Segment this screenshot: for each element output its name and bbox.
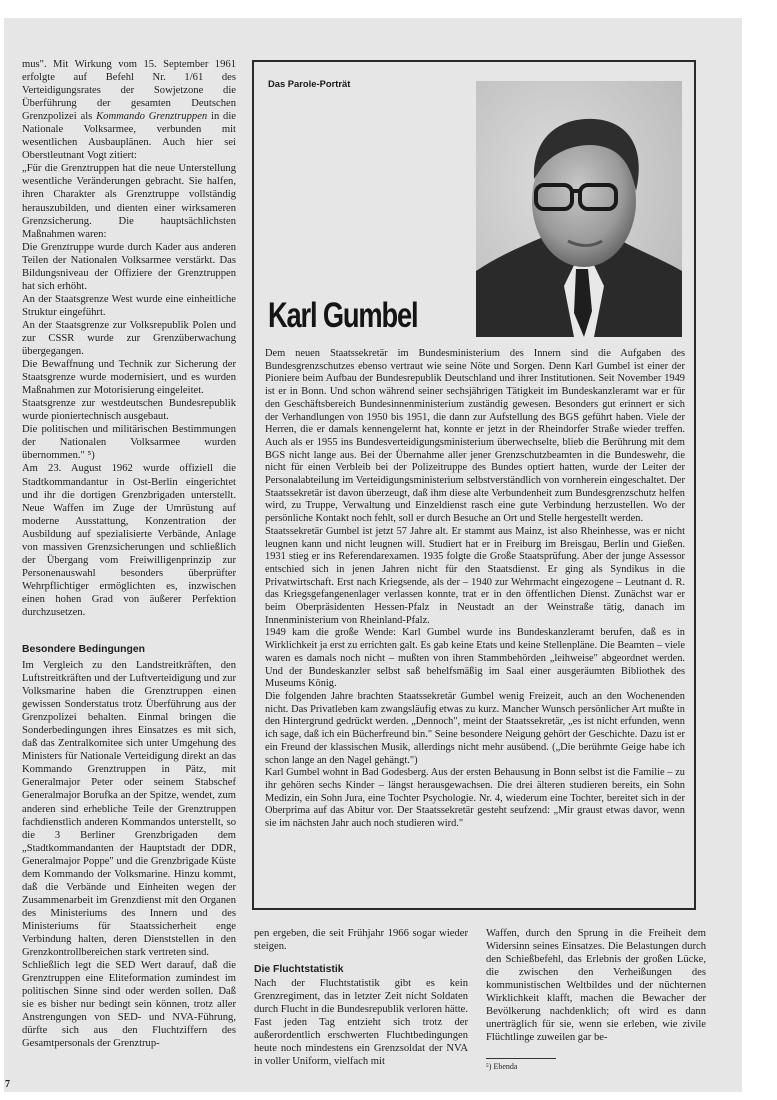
left-paragraph: Die Bewaffnung und Technik zur Sicherung der Staatsgrenze wurde modernisiert, und es wurden Maßnahmen zur Motorisierung eingeleitet. — [22, 359, 236, 397]
section-heading: Die Fluchtstatistik — [254, 964, 344, 976]
left-paragraph: Im Vergleich zu den Landstreitkräften, den Luftstreitkräften und der Luftverteidigung und zur Volksmarine haben die Grenztruppen einen gewissen Sonderstatus trotz Überführung aus der Grenzpolizei behalten. Einmal bringen die Sonderbedingungen ihres Einsatzes es mit sich, daß das Zentralkomitee sich unter Umgehung des Ministers für Nationale Verteidigung direkt an das Kommando Grenztruppen in Pätz, mit Generalmajor Peter oder seinem Stabschef Generalmajor Borufka an der Spitze, wendet, zum anderen sind erhebliche Teile der Grenztruppen fachdienstlich anderen Kommandos unterstellt, so die 3 Berliner Grenzbrigaden dem „Stadtkommandanten der Hauptstadt der DDR, Generalmajor Poppe" und die Grenzbrigade Küste dem Kommando der Volksmarine. Hinzu kommt, daß die Verbände und Einheiten wegen der Zusammenarbeit im Grenzdienst mit den Organen des Ministeriums des Innern und des Ministeriums für Staatssicherheit enge Verbindung halten, deren Dienststellen in den Grenzkontrollbereichen stark vertreten sind. — [22, 660, 236, 959]
portrait-paragraph: Staatssekretär Gumbel ist jetzt 57 Jahre alt. Er stammt aus Mainz, ist also Rheinhesse, was er nicht leugnen kann und nicht leugnen will. Studiert hat er in Freiburg im Breisgau, Berlin und Gießen. 1931 stieg er ins Referendarexamen. 1935 folgte die Große Staatsprüfung. Aber der junge Assessor entschied sich in jenen Jahren nicht für den Staatsdienst. Er ging als Syndikus in die Privatwirtschaft. Erst nach Kriegsende, als der – 1940 zur Wehrmacht eingezogene – Leutnant d. R. das Kriegsgefangenenlager verlassen konnte, trat er in den öffentlichen Dienst. Zunächst war er beim Oberpräsidenten Hessen-Pfalz in Neustadt an der Weinstraße tätig, danach im Innenministerium von Rheinland-Pfalz. — [265, 525, 685, 626]
left-paragraph: An der Staatsgrenze West wurde eine einheitliche Struktur eingeführt. — [22, 293, 236, 318]
left-paragraph: Schließlich legt die SED Wert darauf, daß die Grenztruppen eine Eliteformation zumindest im politischen Sinne sind oder werden sollen. Daß sie es bisher nur bedingt sein können, trotz aller Anstrengungen von SED- und NVA-Führung, dürfte sich aus den Fluchtziffern des Gesamtpersonals der Grenztrup- — [22, 960, 236, 1050]
portrait-photo — [476, 81, 682, 337]
left-column — [22, 58, 236, 1050]
portrait-paragraph: Dem neuen Staatssekretär im Bundesministerium des Innern sind die Aufgaben des Bundesgrenzschutzes ebenso vertraut wie seine Nöte und Sorgen. Denn Karl Gumbel ist einer der Pioniere beim Aufbau der Bundesrepublik Deutschland und ihrer Institutionen. Seit November 1949 ist er in Bonn. Und schon während seiner sechsjährigen Tätigkeit im Bundeskanzleramt war er für den Geschäftsbereich Bundesinnenministerium zuständig gewesen. Besonders gut erinnert er sich der Verhandlungen von 1950 bis 1951, die dann zur Aufstellung des BGS geführt haben. Viele der Herren, die er damals kennengelernt hat, konnte er jetzt in der Rheindorfer Straße wieder treffen. Auch als er 1955 ins Bundesverteidigungsministerium überwechselte, blieb die Berührung mit dem BGS nicht lange aus. Bei der Übernahme aller jener Grenzschutzbeamten in die Bundeswehr, die nicht für einen Verbleib bei der Polizeitruppe des Bundes optiert hatten, wurde der Leiter der Personalabteilung im Verteidigungsministerium selbstverständlich von vornherein eingeschaltet. Der Staatssekretär ist davon überzeugt, daß ihm diese alte Verbundenheit zum Bundesgrenzschutz helfen wird, zu Truppe, Verwaltung und Einzeldienst rasch eine gute Verbindung herzustellen. Wo der persönliche Kontakt noch fehlt, soll er durch Besuche an Ort und Stelle hergestellt werden. — [265, 348, 685, 525]
left-paragraph: An der Staatsgrenze zur Volksrepublik Polen und zur CSSR wurde zur Grenzüberwachung übergegangen. — [22, 319, 236, 358]
left-paragraph: Die politischen und militärischen Bestimmungen der Nationalen Volksarmee wurden übernommen." ⁵) — [22, 424, 236, 462]
left-paragraph: Am 23. August 1962 wurde offiziell die Stadtkommandantur in Ost-Berlin eingerichtet und ihr die dortigen Grenzbrigaden unterstellt. Neue Waffen im Zuge der Umrüstung auf moderne Ausstattung, Konzentration der Ausbildung auf spezialisierte Verbände, Anlage von massiven Grenzsicherungen und schließlich der Übergang vom Freiwilligenprinzip zur Personenauswahl besonders überprüfter Wehrpflichtiger ermöglichten es, inzwischen einen hohen Grad von äußerer Perfektion durchzusetzen. — [22, 463, 236, 618]
emphasis-text: Kommando Grenztruppen — [96, 111, 208, 123]
left-paragraph: „Für die Grenztruppen hat die neue Unterstellung wesentliche Veränderungen gebracht. Sie halfen, ihren Charakter als Grenztruppe vollständig herauszubilden, und dienten einer wirksameren Grenzsicherung. Die hauptsächlichsten Maßnahmen waren: — [22, 163, 236, 240]
footnote-divider — [486, 1058, 556, 1059]
portrait-box — [252, 60, 696, 910]
box-kicker: Das Parole-Porträt — [268, 78, 351, 89]
page-number: 7 — [5, 1079, 10, 1090]
right-paragraph: Waffen, durch den Sprung in die Freiheit dem Widersinn seines Einsatzes. Die Belastungen durch den Schießbefehl, das Erlebnis der großen Lücke, die zwischen den Verheißungen des kommunistischen Weltbildes und der nüchternen Wirklichkeit klafft, machen die Bewacher der Bevölkerung nachdenklich; oft wird es dann unerträglich für sie, wenn sie erleben, wie zivile Flüchtlinge zuweilen gar be- — [486, 928, 706, 1044]
right-column — [486, 927, 706, 1072]
left-paragraph: Die Grenztruppe wurde durch Kader aus anderen Teilen der Nationalen Volksarmee verstärkt. Das Bildungsniveau der Offiziere der Grenztruppen hat sich erhöht. — [22, 241, 236, 292]
portrait-paragraph: Karl Gumbel wohnt in Bad Godesberg. Aus der ersten Behausung in Bonn selbst ist die Familie – zu ihr gehören sechs Kinder – längst herausgewachsen. Die drei älteren studieren bereits, ein Sohn Medizin, ein Sohn Jura, eine Tochter Psychologie. Nr. 4, wiederum eine Tochter, bereitet sich in der Oberprima auf das Abitur vor. Der Staatssekretär gesteht seufzend: „Mir graust etwas davor, wenn sie im nächsten Jahr auch noch studieren wird." — [265, 767, 685, 830]
left-paragraph: Staatsgrenze zur westdeutschen Bundesrepublik wurde pioniertechnisch ausgebaut. — [22, 398, 236, 423]
middle-lead: pen ergeben, die seit Frühjahr 1966 sogar wieder steigen. — [254, 928, 468, 953]
portrait-paragraph: Die folgenden Jahre brachten Staatssekretär Gumbel wenig Freizeit, auch an den Wochenenden nicht. Das Privatleben kam zwangsläufig etwas zu kurz. Mancher Wunsch persönlicher Art mußte in den Hintergrund gedrückt werden. „Dennoch", meint der Staatssekretär, „es ist nicht erfunden, wenn ich sage, daß ich ein Bücherfreund bin." Seine besondere Neigung gehört der Geschichte. Dazu ist er ein Freund der klassischen Musik, allerdings nicht mehr ausübend. („Die berühmte Geige habe ich schon lange an den Nagel gehängt.") — [265, 690, 685, 766]
middle-paragraph: Nach der Fluchtstatistik gibt es kein Grenzregiment, das in letzter Zeit nicht Soldaten durch Flucht in die Bundesrepublik verloren hätte. Fast jeden Tag entzieht sich trotz der außerordentlich erschwerten Fluchtbedingungen heute noch mindestens ein Grenzsoldat der NVA in voller Uniform, vielfach mit — [254, 978, 468, 1068]
left-paragraph: mus". Mit Wirkung vom 15. September 1961 erfolgte auf Befehl Nr. 1/61 des Verteidigungsrates der Sowjetzone die Überführung der gesamten Deutschen Grenzpolizei als Kommando Grenztruppen in die Nationale Volksarmee, verbunden mit wesentlichen Ausbauplänen. Auch hier sei Oberstleutnant Vogt zitiert: — [22, 59, 236, 162]
portrait-image — [476, 81, 682, 337]
portrait-paragraph: 1949 kam die große Wende: Karl Gumbel wurde ins Bundeskanzleramt berufen, daß es in Wirklichkeit ja erst zu errichten galt. Es gab keine Etats und keine Stellenpläne. Die Beamten – viele waren es damals noch nicht – mußten von ihren Stammbehörden „leihweise" abgeordnet werden. Und der Bundeskanzler selbst saß behelfsmäßig im Saal einer ausgeräumten Bibliothek des Museums König. — [265, 627, 685, 690]
portrait-name: Karl Gumbel — [268, 296, 418, 335]
section-heading: Besondere Bedingungen — [22, 644, 145, 656]
footnote: ⁵) Ebenda — [486, 1062, 518, 1072]
portrait-text — [265, 348, 685, 831]
middle-column — [254, 927, 468, 1068]
